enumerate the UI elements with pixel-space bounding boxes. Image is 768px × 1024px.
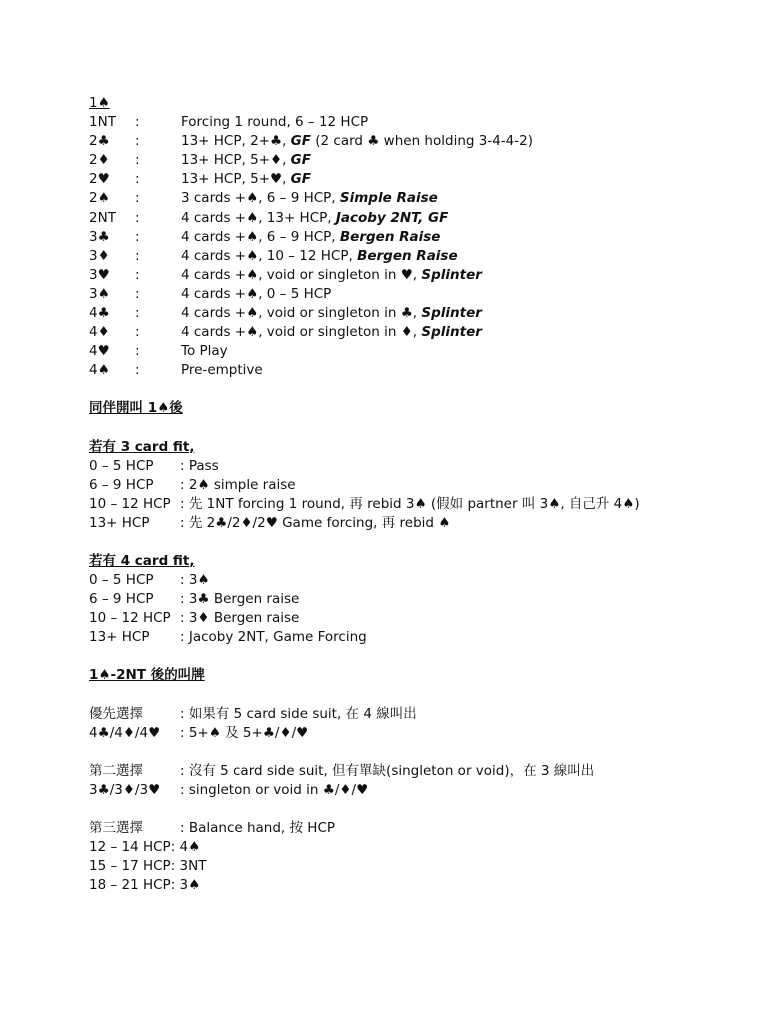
balanced-hand-row: 15 – 17 HCP: 3NT xyxy=(89,858,207,875)
response-row xyxy=(89,361,729,380)
balanced-hand-row: 18 – 21 HCP: 3♠ xyxy=(89,877,201,894)
response-description xyxy=(181,171,311,187)
response-separator: : xyxy=(135,133,140,150)
balanced-hand-list xyxy=(89,838,729,895)
convention-name: Jacoby 2NT, GF xyxy=(335,209,449,226)
response-row xyxy=(89,228,729,247)
row-value: : 先 1NT forcing 1 round, 再 rebid 3♠ (假如 partner 叫 3♠, 自己升 4♠) xyxy=(180,495,640,512)
response-bid: 2♦ xyxy=(89,152,110,169)
response-separator: : xyxy=(135,266,140,283)
response-description xyxy=(181,114,368,130)
response-row xyxy=(89,151,729,170)
response-row xyxy=(89,132,729,151)
response-bid: 2♠ xyxy=(89,190,110,207)
list-row xyxy=(89,628,729,647)
response-bid: 3♥ xyxy=(89,266,110,283)
second-choice-list xyxy=(89,762,729,800)
four-card-fit-list xyxy=(89,571,729,647)
response-bid: 4♠ xyxy=(89,362,110,379)
response-description xyxy=(181,210,448,226)
response-row xyxy=(89,323,729,342)
response-separator: : xyxy=(135,190,140,207)
row-label: 13+ HCP xyxy=(89,514,150,531)
convention-name: GF xyxy=(290,152,311,169)
row-label: 0 – 5 HCP xyxy=(89,457,154,474)
list-row xyxy=(89,476,729,495)
response-separator: : xyxy=(135,171,140,188)
list-row xyxy=(89,514,729,533)
description-text: 3 cards +♠, 6 – 9 HCP, xyxy=(181,190,340,207)
third-choice-row xyxy=(89,819,729,838)
description-text: 4 cards +♠, 13+ HCP, xyxy=(181,209,336,226)
response-row xyxy=(89,189,729,208)
description-text: (2 card ♣ when holding 3-4-4-2) xyxy=(310,133,533,150)
list-row xyxy=(89,571,729,590)
response-separator: : xyxy=(135,152,140,169)
description-text: 13+ HCP, 2+♣, xyxy=(181,133,291,150)
response-description xyxy=(181,305,482,321)
response-description xyxy=(181,343,228,359)
response-row xyxy=(89,266,729,285)
response-separator: : xyxy=(135,228,140,245)
response-separator: : xyxy=(135,247,140,264)
description-text: 13+ HCP, 5+♥, xyxy=(181,171,291,188)
description-text: 4 cards +♠, void or singleton in ♣, xyxy=(181,305,422,322)
row-label: 10 – 12 HCP xyxy=(89,610,171,627)
response-separator: : xyxy=(135,285,140,302)
response-separator: : xyxy=(135,305,140,322)
document-page xyxy=(89,94,729,895)
row-label: 第二選擇 xyxy=(89,762,143,779)
convention-name: Bergen Raise xyxy=(357,247,458,264)
response-row xyxy=(89,304,729,323)
list-row xyxy=(89,590,729,609)
convention-name: Simple Raise xyxy=(339,190,438,207)
response-separator: : xyxy=(135,209,140,226)
list-row xyxy=(89,457,729,476)
response-bid: 2NT xyxy=(89,209,116,226)
description-text: 4 cards +♠, void or singleton in ♥, xyxy=(181,266,422,283)
convention-name: Splinter xyxy=(421,324,482,341)
convention-name: Bergen Raise xyxy=(339,228,441,245)
response-row xyxy=(89,113,729,132)
row-value: : 3♦ Bergen raise xyxy=(180,610,300,627)
section-title-jacoby-rebids: 1♠-2NT 後的叫牌 xyxy=(89,667,205,684)
description-text: 4 cards +♠, void or singleton in ♦, xyxy=(181,324,422,341)
description-text: 4 cards +♠, 10 – 12 HCP, xyxy=(181,247,358,264)
response-separator: : xyxy=(135,324,140,341)
response-description xyxy=(181,190,438,206)
description-text: 4 cards +♠, 6 – 9 HCP, xyxy=(181,228,340,245)
response-bid: 2♥ xyxy=(89,171,110,188)
row-value: : Pass xyxy=(180,457,219,474)
response-description xyxy=(181,133,533,149)
row-value: : 3♣ Bergen raise xyxy=(180,591,300,608)
convention-name: Splinter xyxy=(421,305,482,322)
first-choice-list xyxy=(89,705,729,743)
four-card-fit-heading: 若有 4 card fit, xyxy=(89,552,195,569)
list-row xyxy=(89,609,729,628)
row-value: : Jacoby 2NT, Game Forcing xyxy=(180,629,367,646)
row-value: : 5+♠ 及 5+♣/♦/♥ xyxy=(180,724,309,741)
response-row xyxy=(89,170,729,189)
row-label: 0 – 5 HCP xyxy=(89,572,154,589)
response-row xyxy=(89,342,729,361)
convention-name: Splinter xyxy=(421,266,482,283)
three-card-fit-heading: 若有 3 card fit, xyxy=(89,438,195,455)
response-bid: 4♣ xyxy=(89,305,110,322)
list-row xyxy=(89,724,729,743)
response-bid: 3♣ xyxy=(89,228,110,245)
response-separator: : xyxy=(135,362,140,379)
response-description xyxy=(181,267,482,283)
response-description xyxy=(181,324,482,340)
description-text: Forcing 1 round, 6 – 12 HCP xyxy=(181,114,369,131)
response-bid: 3♦ xyxy=(89,247,110,264)
response-description xyxy=(181,248,458,264)
row-label: 10 – 12 HCP xyxy=(89,495,171,512)
list-row xyxy=(89,495,729,514)
response-description xyxy=(181,362,263,378)
list-row xyxy=(89,705,729,724)
description-text: 13+ HCP, 5+♦, xyxy=(181,152,291,169)
row-value: : singleton or void in ♣/♦/♥ xyxy=(180,781,369,798)
description-text: To Play xyxy=(181,343,228,360)
response-bid: 1NT xyxy=(89,114,116,131)
response-bid: 2♣ xyxy=(89,133,110,150)
section-title-after-partner-opens: 同伴開叫 1♠後 xyxy=(89,400,183,417)
convention-name: GF xyxy=(290,133,311,150)
third-choice-label: 第三選擇 xyxy=(89,819,143,836)
response-description xyxy=(181,152,311,168)
three-card-fit-list xyxy=(89,457,729,533)
response-row xyxy=(89,285,729,304)
opening-bid-title: 1♠ xyxy=(89,95,110,111)
response-row xyxy=(89,209,729,228)
response-description xyxy=(181,229,440,245)
row-label: 6 – 9 HCP xyxy=(89,476,154,493)
row-value: : 先 2♣/2♦/2♥ Game forcing, 再 rebid ♠ xyxy=(180,514,451,531)
row-label: 4♣/4♦/4♥ xyxy=(89,724,161,741)
description-text: Pre-emptive xyxy=(181,362,263,379)
response-row xyxy=(89,247,729,266)
response-bid: 3♠ xyxy=(89,285,110,302)
response-separator: : xyxy=(135,114,140,131)
response-separator: : xyxy=(135,343,140,360)
row-value: : 如果有 5 card side suit, 在 4 線叫出 xyxy=(180,705,417,722)
row-value: : 沒有 5 card side suit, 但有單缺(singleton or void)，在 3 線叫出 xyxy=(180,762,595,779)
convention-name: GF xyxy=(290,171,311,188)
list-row xyxy=(89,781,729,800)
row-value: : 3♠ xyxy=(180,572,210,589)
row-value: : 2♠ simple raise xyxy=(180,476,296,493)
response-description xyxy=(181,286,331,302)
description-text: 4 cards +♠, 0 – 5 HCP xyxy=(181,285,332,302)
row-label: 3♣/3♦/3♥ xyxy=(89,781,161,798)
row-label: 優先選擇 xyxy=(89,705,143,722)
balanced-hand-row: 12 – 14 HCP: 4♠ xyxy=(89,839,201,855)
response-bid: 4♦ xyxy=(89,324,110,341)
third-choice-value: : Balance hand, 按 HCP xyxy=(180,819,336,836)
row-label: 6 – 9 HCP xyxy=(89,591,154,608)
row-label: 13+ HCP xyxy=(89,629,150,646)
list-row xyxy=(89,762,729,781)
response-bid: 4♥ xyxy=(89,343,110,360)
response-table xyxy=(89,113,729,380)
